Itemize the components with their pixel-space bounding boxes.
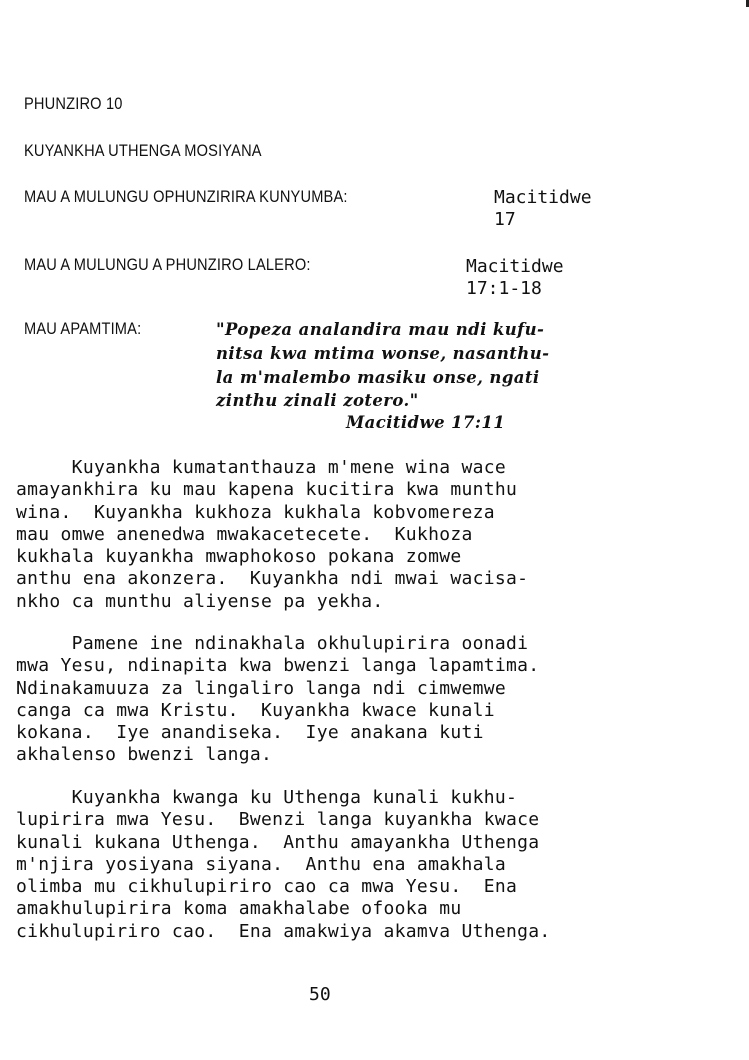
paragraph-line: Kuyankha kumatanthauza m'mene wina wace	[16, 457, 507, 478]
home-reading-label: MAU A MULUNGU OPHUNZIRIRA KUNYUMBA:	[24, 187, 348, 206]
paragraph-line: kunali kukana Uthenga. Anthu amayankha Uthenga	[16, 831, 540, 853]
paragraph-line: kokana. Iye anandiseka. Iye anakana kuti	[16, 722, 484, 744]
body-paragraph	[16, 633, 656, 767]
key-verse-line: la m'malembo masiku onse, ngati	[216, 368, 540, 387]
lesson-title: KUYANKHA UTHENGA MOSIYANA	[24, 141, 262, 160]
paragraph-line: mau omwe anenedwa mwakacetecete. Kukhoza	[16, 523, 473, 545]
today-reading-ref: Macitidwe	[466, 256, 564, 277]
key-verse-line: zinthu zinali zotero."	[216, 391, 419, 410]
paragraph-line: lupirira mwa Yesu. Bwenzi langa kuyankha kwace	[16, 809, 540, 831]
paragraph-line: canga ca mwa Kristu. Kuyankha kwace kunali	[16, 699, 495, 721]
home-reading-ref: Macitidwe	[494, 187, 592, 208]
paragraph-line: m'njira yosiyana siyana. Anthu ena amakhala	[16, 853, 507, 875]
paragraph-line: amakhulupirira koma amakhalabe ofooka mu	[16, 898, 462, 920]
paragraph-line: Ndinakamuuza za lingaliro langa ndi cimwemwe	[16, 677, 507, 699]
paragraph-line: olimba mu cikhulupiriro cao ca mwa Yesu. Ena	[16, 876, 518, 898]
paragraph-line: cikhulupiriro cao. Ena amakwiya akamva Uthenga.	[16, 920, 551, 942]
paragraph-line: nkho ca munthu aliyense pa yekha.	[16, 590, 384, 612]
body-paragraph	[16, 457, 656, 613]
key-verse-line: "Popeza analandira mau ndi kufu-	[216, 320, 545, 339]
paragraph-line: Pamene ine ndinakhala okhulupirira oonadi	[16, 633, 529, 654]
key-verse-line: nitsa kwa mtima wonse, nasanthu-	[216, 344, 550, 363]
key-verse-reference: Macitidwe 17:11	[346, 413, 506, 432]
paragraph-line: wina. Kuyankha kukhoza kukhala kobvomereza	[16, 501, 495, 523]
body-paragraph	[16, 787, 656, 943]
paragraph-line: anthu ena akonzera. Kuyankha ndi mwai wacisa-	[16, 568, 529, 590]
paragraph-line: akhalenso bwenzi langa.	[16, 744, 273, 766]
paragraph-line: kukhala kuyankha mwaphokoso pokana zomwe	[16, 546, 462, 568]
key-verse-label: MAU APAMTIMA:	[24, 319, 142, 338]
today-reading-label: MAU A MULUNGU A PHUNZIRO LALERO:	[24, 255, 311, 274]
paragraph-line: mwa Yesu, ndinapita kwa bwenzi langa lapamtima.	[16, 655, 540, 677]
paragraph-line: amayankhira ku mau kapena kucitira kwa munthu	[16, 479, 518, 501]
page-number: 50	[309, 984, 331, 1005]
today-reading-ref-verses: 17:1-18	[466, 278, 542, 299]
lesson-number: PHUNZIRO 10	[24, 94, 123, 113]
home-reading-ref-chapter: 17	[494, 209, 516, 230]
paragraph-line: Kuyankha kwanga ku Uthenga kunali kukhu-	[16, 787, 518, 808]
